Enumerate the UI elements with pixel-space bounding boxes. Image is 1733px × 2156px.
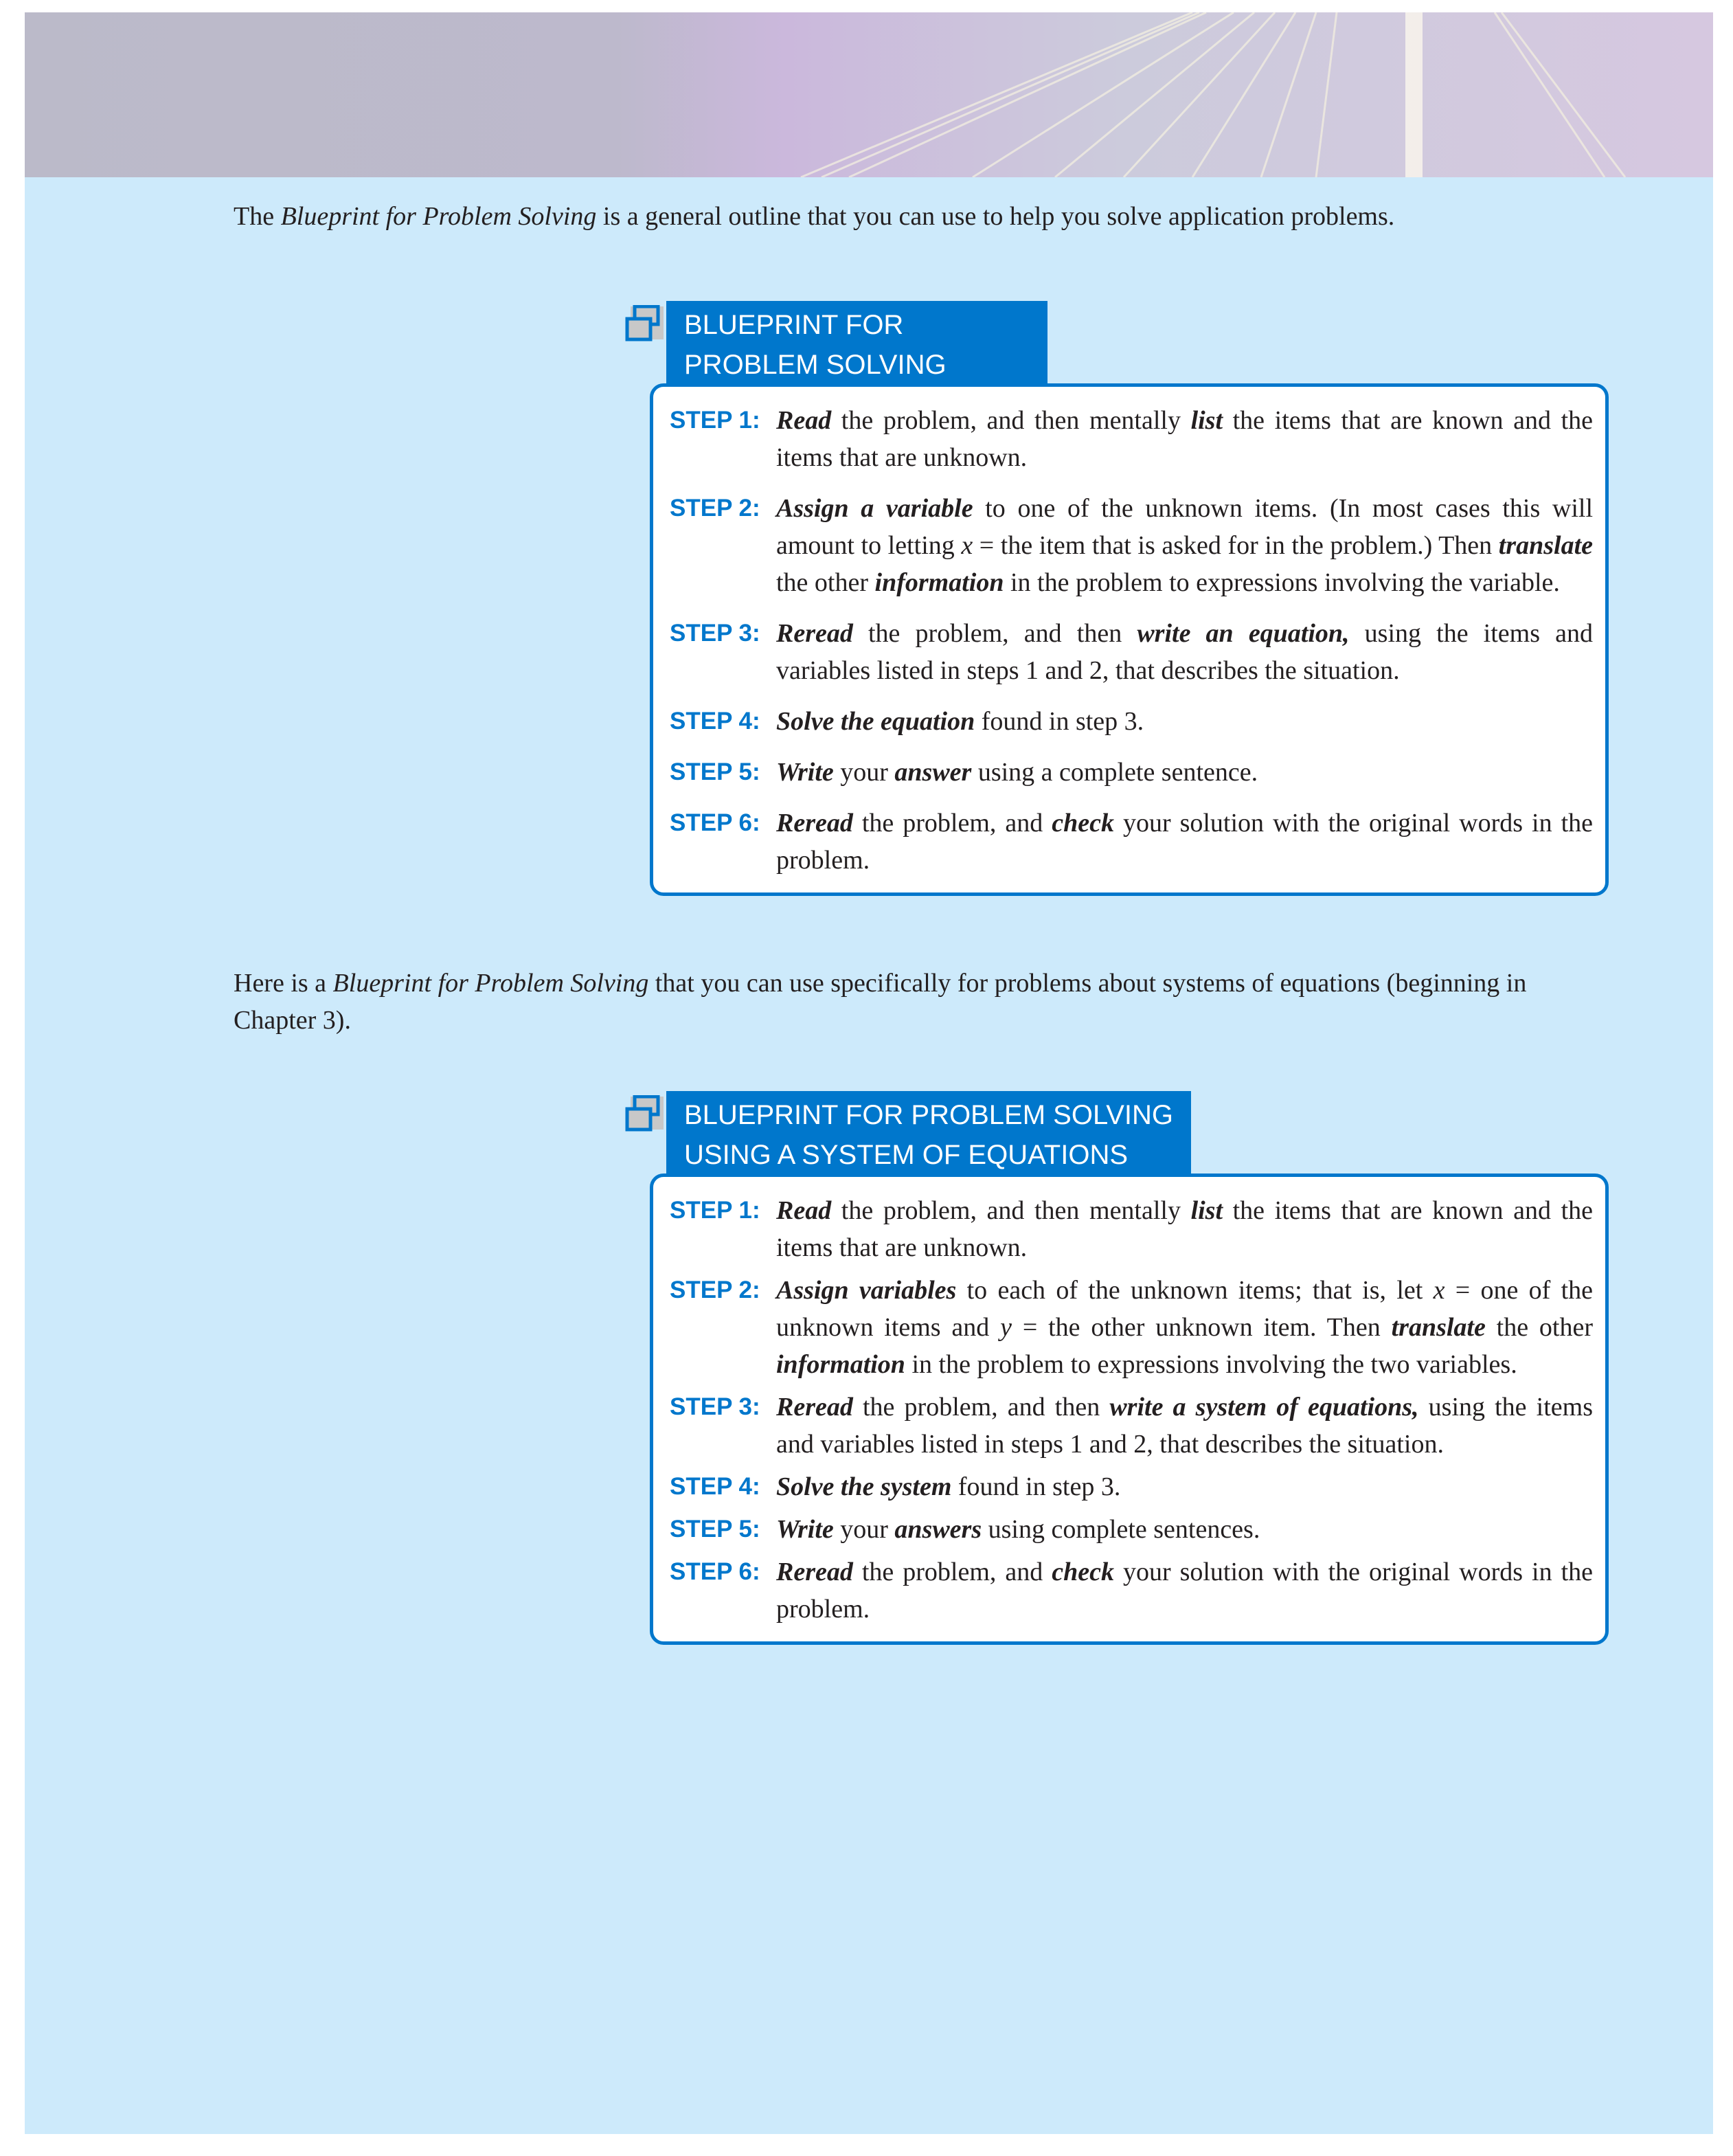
step-text-segment: using the items and variables listed in steps 1 and 2, that describes the situation. bbox=[776, 619, 1593, 685]
step-text-segment: x bbox=[1433, 1276, 1445, 1305]
bridge-cables-graphic bbox=[25, 12, 1713, 177]
step-label: STEP 5: bbox=[670, 759, 760, 785]
title-line: BLUEPRINT FOR PROBLEM SOLVING bbox=[684, 1100, 1174, 1130]
blueprint1 bbox=[625, 301, 1609, 896]
step-text-segment: x bbox=[961, 531, 973, 560]
emphasized-text: Reread bbox=[776, 619, 853, 648]
intro-paragraph bbox=[234, 198, 1594, 235]
step-text-segment: your solution with the original words in the problem. bbox=[776, 1558, 1593, 1624]
step-item bbox=[670, 805, 1593, 879]
step-item bbox=[670, 1389, 1593, 1463]
blueprint-icon bbox=[625, 305, 665, 345]
step-item bbox=[670, 490, 1593, 601]
step-text bbox=[776, 703, 1593, 740]
step-text-segment: the items that are known and the items that are unknown. bbox=[776, 406, 1593, 472]
step-label: STEP 1: bbox=[670, 407, 760, 434]
step-text bbox=[776, 1553, 1593, 1628]
step-text-segment: the problem, and bbox=[852, 1558, 1052, 1586]
step-text-segment: = one of the unknown items and bbox=[776, 1276, 1593, 1342]
step-item bbox=[670, 1468, 1593, 1505]
emphasized-text: Assign variables bbox=[776, 1276, 957, 1305]
step-text-segment: the problem, and bbox=[852, 809, 1052, 838]
step-label: STEP 3: bbox=[670, 1393, 760, 1420]
emphasized-text: answer bbox=[894, 758, 972, 787]
step-text bbox=[776, 1192, 1593, 1266]
emphasized-text: information bbox=[874, 568, 1004, 597]
step-text bbox=[776, 490, 1593, 601]
step-text-segment: the items that are known and the items that are unknown. bbox=[776, 1196, 1593, 1262]
step-item bbox=[670, 754, 1593, 791]
emphasized-text: Write bbox=[776, 758, 834, 787]
step-text-segment: the other bbox=[776, 568, 875, 597]
step-label: STEP 4: bbox=[670, 1473, 760, 1500]
step-text-segment: in the problem to expressions involving the two variables. bbox=[905, 1350, 1517, 1379]
title-line: USING A SYSTEM OF EQUATIONS bbox=[684, 1140, 1129, 1170]
blueprint-icon bbox=[625, 1095, 665, 1135]
step-text-segment: y bbox=[1000, 1313, 1012, 1342]
step-item bbox=[670, 1192, 1593, 1266]
emphasized-text: check bbox=[1052, 809, 1114, 838]
step-label: STEP 4: bbox=[670, 708, 760, 734]
emphasized-text: list bbox=[1190, 1196, 1223, 1225]
step-item bbox=[670, 703, 1593, 740]
step-text-segment: using the items and variables listed in steps 1 and 2, that describes the situation. bbox=[776, 1393, 1593, 1459]
emphasized-text: Solve the equation bbox=[776, 707, 975, 736]
page bbox=[25, 12, 1713, 2134]
blueprint2 bbox=[625, 1091, 1609, 1645]
step-text-segment: found in step 3. bbox=[951, 1472, 1121, 1501]
emphasized-text: Write bbox=[776, 1515, 834, 1544]
emphasized-text: Read bbox=[776, 1196, 832, 1225]
emphasized-text: write an equation, bbox=[1137, 619, 1350, 648]
emphasized-text: information bbox=[776, 1350, 905, 1379]
emphasized-text: answers bbox=[894, 1515, 982, 1544]
step-text bbox=[776, 402, 1593, 476]
step-text-segment: the other bbox=[1485, 1313, 1593, 1342]
step-text-segment: using a complete sentence. bbox=[971, 758, 1258, 787]
emphasized-text: Reread bbox=[776, 809, 853, 838]
page-content bbox=[25, 177, 1713, 1645]
emphasized-text: translate bbox=[1391, 1313, 1486, 1342]
step-item bbox=[670, 1511, 1593, 1548]
intro-text: The bbox=[234, 202, 281, 231]
emphasized-text: list bbox=[1190, 406, 1223, 435]
step-text-segment: your bbox=[833, 758, 895, 787]
step-text-segment: using complete sentences. bbox=[982, 1515, 1260, 1544]
step-text-segment: the problem, and then mentally bbox=[831, 406, 1191, 435]
blueprint2-steps-box bbox=[650, 1174, 1609, 1645]
step-label: STEP 1: bbox=[670, 1197, 760, 1224]
step-text-segment: your solution with the original words in the problem. bbox=[776, 809, 1593, 875]
blueprint2-title bbox=[666, 1091, 1191, 1175]
step-text bbox=[776, 1468, 1593, 1505]
step-text-segment: = the item that is asked for in the problem.) Then bbox=[973, 531, 1499, 560]
step-text bbox=[776, 1389, 1593, 1463]
blueprint1-steps-box bbox=[650, 383, 1609, 896]
intro-italic-title: Blueprint for Problem Solving bbox=[280, 202, 597, 231]
step-label: STEP 6: bbox=[670, 1558, 760, 1585]
step-text bbox=[776, 1272, 1593, 1383]
step-text-segment: the problem, and then mentally bbox=[831, 1196, 1191, 1225]
intro-italic-title: Blueprint for Problem Solving bbox=[332, 969, 649, 998]
step-text-segment: your bbox=[833, 1515, 895, 1544]
emphasized-text: check bbox=[1052, 1558, 1114, 1586]
step-text-segment: to one of the unknown items. (In most cases this will amount to letting bbox=[776, 494, 1594, 560]
second-intro-paragraph bbox=[234, 965, 1594, 1039]
step-text bbox=[776, 1511, 1593, 1548]
intro-text-end: that you can use specifically for problems about systems of equations (beginning in Chapter 3). bbox=[234, 969, 1527, 1035]
emphasized-text: Reread bbox=[776, 1558, 853, 1586]
step-text-segment: to each of the unknown items; that is, let bbox=[956, 1276, 1434, 1305]
intro-text-end: is a general outline that you can use to help you solve application problems. bbox=[596, 202, 1395, 231]
step-text-segment: found in step 3. bbox=[975, 707, 1144, 736]
title-line: PROBLEM SOLVING bbox=[684, 350, 947, 380]
step-item bbox=[670, 615, 1593, 689]
step-label: STEP 6: bbox=[670, 809, 760, 836]
step-text-segment: in the problem to expressions involving the variable. bbox=[1004, 568, 1560, 597]
title-line: BLUEPRINT FOR bbox=[684, 310, 904, 340]
step-text bbox=[776, 754, 1593, 791]
step-text-segment: = the other unknown item. Then bbox=[1012, 1313, 1392, 1342]
step-text bbox=[776, 615, 1593, 689]
step-label: STEP 3: bbox=[670, 620, 760, 647]
intro-text: Here is a bbox=[234, 969, 333, 998]
emphasized-text: Solve the system bbox=[776, 1472, 952, 1501]
emphasized-text: translate bbox=[1498, 531, 1593, 560]
blueprint1-title bbox=[666, 301, 1047, 385]
step-text-segment: the problem, and then bbox=[852, 1393, 1110, 1422]
emphasized-text: Read bbox=[776, 406, 832, 435]
emphasized-text: write a system of equations, bbox=[1109, 1393, 1419, 1422]
emphasized-text: Assign a variable bbox=[776, 494, 973, 523]
emphasized-text: Reread bbox=[776, 1393, 853, 1422]
step-label: STEP 2: bbox=[670, 1277, 760, 1303]
step-item bbox=[670, 1272, 1593, 1383]
step-text-segment: the problem, and then bbox=[852, 619, 1137, 648]
step-item bbox=[670, 1553, 1593, 1628]
step-item bbox=[670, 402, 1593, 476]
bridge-banner-image bbox=[25, 12, 1713, 177]
step-label: STEP 5: bbox=[670, 1516, 760, 1542]
step-text bbox=[776, 805, 1593, 879]
step-label: STEP 2: bbox=[670, 495, 760, 521]
